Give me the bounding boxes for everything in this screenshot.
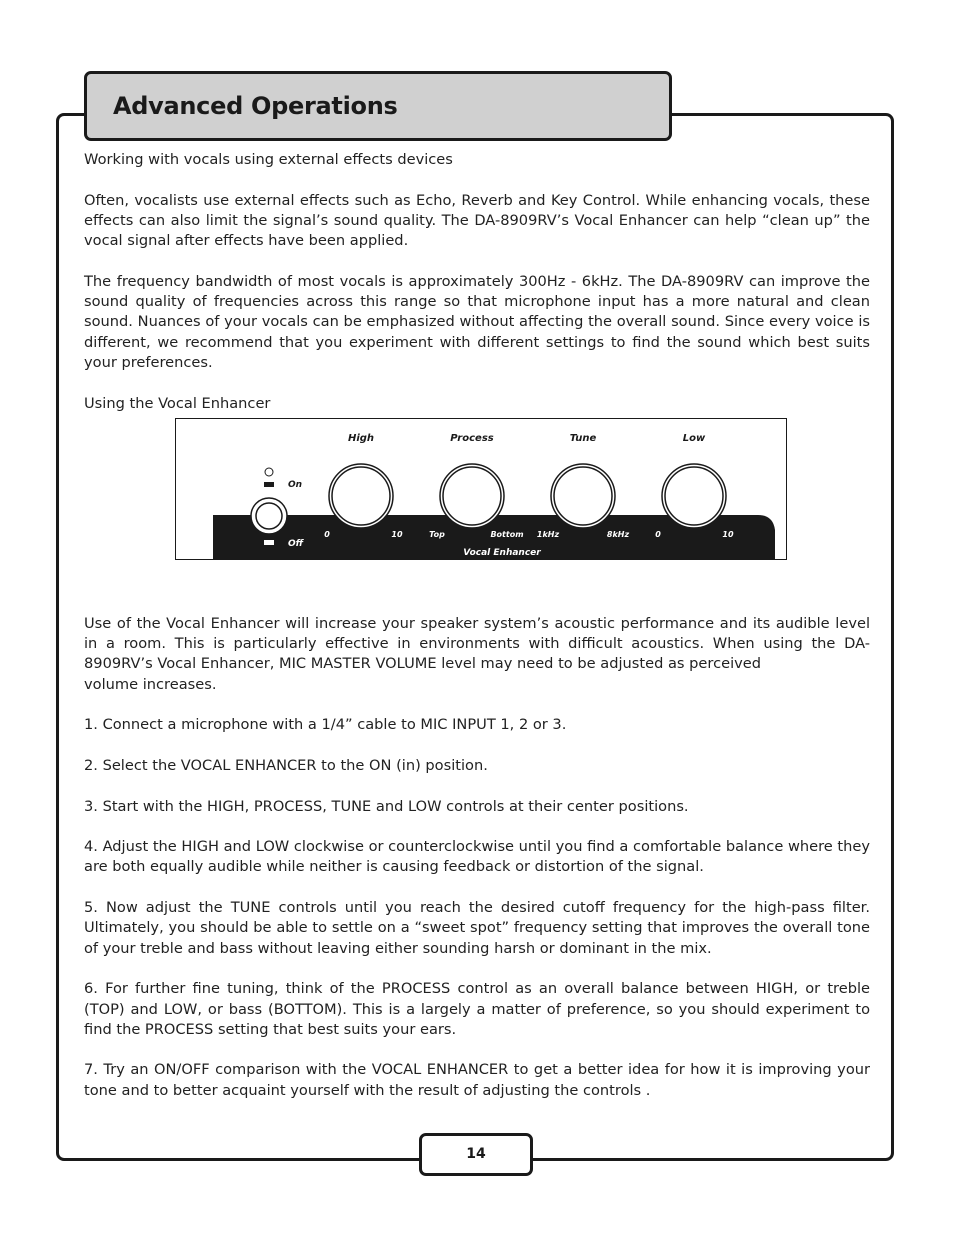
panel-title-label: Vocal Enhancer	[463, 547, 541, 558]
on-marker-icon	[264, 482, 274, 487]
off-marker-icon	[264, 540, 274, 545]
knob-tune[interactable]	[551, 464, 615, 528]
step-4: 4. Adjust the HIGH and LOW clockwise or counterclockwise until you find a comfortable balance where they are both equally audible while neither is causing feedback or distortion of the signal.	[84, 838, 870, 876]
page-title: Advanced Operations	[113, 92, 398, 120]
knob-tune-min-label: 1kHz	[536, 529, 560, 539]
vocal-enhancer-panel-diagram	[175, 418, 787, 568]
subheading-external-effects: Working with vocals using external effects devices	[84, 151, 453, 168]
knob-label-process: Process	[450, 432, 494, 444]
paragraph-effects-intro: Often, vocalists use external effects such as Echo, Reverb and Key Control. While enhancing vocals, these effects can also limit the signal’s sound quality. The DA-8909RV’s Vocal Enhancer can help “clean up” the vocal signal after effects have been applied.	[84, 191, 870, 250]
subheading-using-vocal-enhancer: Using the Vocal Enhancer	[84, 394, 271, 412]
switch-off-label: Off	[288, 538, 304, 549]
step-6: 6. For further fine tuning, think of the PROCESS control as an overall balance between HIGH, or treble (TOP) and LOW, or bass (BOTTOM). This is a largely a matter of preference, so you should experiment to find the PROCESS setting that best suits your ears.	[84, 980, 870, 1038]
knob-process[interactable]	[440, 464, 504, 528]
knob-tune-max-label: 8kHz	[606, 529, 630, 539]
knob-label-low: Low	[682, 432, 706, 444]
step-5: 5. Now adjust the TUNE controls until you reach the desired cutoff frequency for the high-pass filter. Ultimately, you should be able to settle on a “sweet spot” frequency setting that improves the overall tone of your treble and bass without leaving either sounding harsh or dominant in the mix.	[84, 899, 870, 957]
knob-high-min-label: 0	[324, 529, 330, 539]
step-7: 7. Try an ON/OFF comparison with the VOCAL ENHANCER to get a better idea for how it is improving your tone and to better acquaint yourself with the result of adjusting the controls .	[84, 1061, 870, 1099]
figure-container	[84, 414, 870, 594]
knob-label-high: High	[347, 432, 375, 444]
switch-on-label: On	[288, 479, 303, 490]
vocal-enhancer-switch[interactable]	[256, 503, 282, 529]
knob-low[interactable]	[662, 464, 726, 528]
page-number: 14	[466, 1146, 486, 1162]
knob-low-min-label: 0	[655, 529, 661, 539]
led-indicator-icon	[265, 468, 273, 476]
paragraph-enhancer-usage-end: volume increases.	[84, 675, 217, 693]
knob-process-max-label: Bottom	[490, 529, 524, 539]
knob-high[interactable]	[329, 464, 393, 528]
paragraph-frequency-bandwidth: The frequency bandwidth of most vocals is approximately 300Hz - 6kHz. The DA-8909RV can improve the sound quality of frequencies across this range so that microphone input has a more natural and clean sound. Nuances of your vocals can be emphasized without affecting the overall sound. Since every voice is different, we recommend that you experiment with different settings to find the sound which best suits your preferences.	[84, 272, 870, 371]
page-content	[84, 150, 870, 1121]
step-2: 2. Select the VOCAL ENHANCER to the ON (in) position.	[84, 756, 488, 774]
knob-label-tune: Tune	[569, 432, 597, 444]
knob-process-min-label: Top	[429, 529, 445, 539]
knob-high-max-label: 10	[391, 529, 403, 539]
paragraph-enhancer-usage-text: Use of the Vocal Enhancer will increase your speaker system’s acoustic performance and its audible level in a room. This is particularly effective in environments with difficult acoustics. When using the DA-8909RV’s Vocal Enhancer, MIC MASTER VOLUME level may need to be adjusted as perceived	[84, 614, 870, 673]
knob-low-max-label: 10	[722, 529, 734, 539]
step-1: 1. Connect a microphone with a 1/4” cable to MIC INPUT 1, 2 or 3.	[84, 716, 567, 734]
paragraph-enhancer-usage	[84, 614, 870, 675]
title-banner	[84, 71, 672, 141]
step-3: 3. Start with the HIGH, PROCESS, TUNE and LOW controls at their center positions.	[84, 797, 689, 815]
page-number-tab	[419, 1133, 533, 1176]
